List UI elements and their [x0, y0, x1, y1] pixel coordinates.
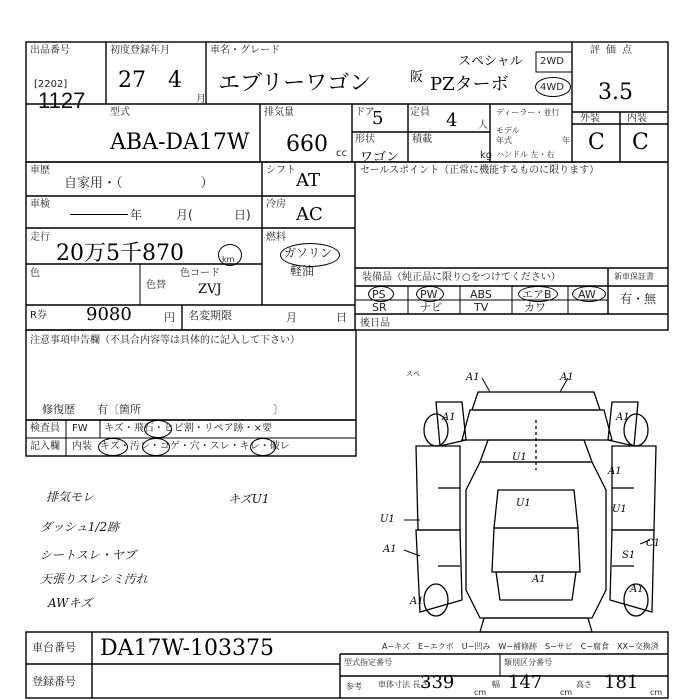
damage-mark-8: A1 — [616, 412, 630, 423]
capacity-unit: 人 — [478, 120, 488, 131]
note-dash: ダッシュ1/2跡 — [40, 520, 120, 534]
width: 147 — [508, 672, 543, 693]
fuel-diesel: 軽油 — [290, 264, 315, 278]
lot-label: 出品番号 — [30, 45, 70, 56]
damage-mark-12: A1 — [410, 596, 424, 607]
doors: 5 — [372, 108, 384, 129]
model-year-unit: 年 — [562, 136, 570, 145]
car-name: エブリーワゴン — [218, 71, 372, 96]
int-dirt-circle — [142, 438, 170, 456]
note-aw: AWキズ — [48, 596, 93, 610]
new-warranty-value: 有・無 — [620, 292, 657, 306]
history-label: 車歴 — [30, 165, 50, 176]
grade-prefix: 阪 — [410, 70, 424, 85]
ac-label: 冷房 — [266, 199, 286, 210]
mileage-value: 20万5千870 — [56, 241, 184, 266]
int-defect-list: キズ・汚レ・コゲ・穴・スレ・キレ・破レ — [100, 441, 290, 452]
reg-month-unit: 月 — [196, 94, 206, 105]
new-warranty-label: 新車保証書 — [614, 272, 654, 281]
note-exhaust: 排気モレ — [46, 490, 95, 504]
damage-mark-11: S1 — [622, 550, 636, 561]
int-scratch-circle — [98, 438, 128, 456]
damage-mark-4: A1 — [383, 544, 397, 555]
first-reg-label: 初度登録年月 — [110, 45, 170, 56]
equip-abs: ABS — [470, 288, 492, 301]
shift-label: シフト — [266, 165, 296, 176]
inspection-dash — [70, 214, 128, 215]
equip-pw: PW — [420, 288, 438, 301]
width-label: 幅 — [492, 680, 500, 689]
name-change-day: 日 — [336, 311, 347, 324]
model: ABA-DA17W — [110, 130, 250, 155]
int-wear-circle — [250, 438, 276, 456]
drive-2wd: 2WD — [540, 56, 564, 67]
grade-extra: スペシャル — [458, 54, 523, 69]
length: 339 — [420, 672, 455, 693]
damage-mark-0: A1 — [466, 372, 480, 383]
width-unit: cm — [560, 688, 573, 697]
height-label: 高さ — [576, 680, 592, 689]
color-change-label: 色替 — [146, 280, 166, 291]
damage-mark-14: C1 — [646, 538, 661, 549]
note-ceiling: 天張りスレシミ汚れ — [40, 572, 148, 586]
note-seat: シートスレ・ヤブ — [40, 548, 136, 562]
ext-stone-circle — [144, 420, 172, 438]
damage-mark-5: A1 — [532, 574, 546, 585]
type-code-label: 型式指定番号 — [344, 658, 392, 667]
disp-unit: cc — [336, 148, 347, 159]
equip-pw-circle — [416, 286, 444, 302]
load-label: 積載 — [412, 134, 432, 145]
height-unit: cm — [650, 688, 663, 697]
after-items-label: 後日品 — [360, 318, 390, 329]
mileage-unit: km — [222, 255, 235, 264]
record-label: 記入欄 — [30, 441, 60, 452]
model-year-label2: 年式 — [496, 136, 512, 145]
reg-month: 4 — [168, 68, 182, 93]
mileage-unit-circle — [218, 244, 242, 266]
grade: PZターボ — [430, 74, 509, 95]
drive-4wd-circle — [535, 77, 571, 97]
ref-label: 参考 — [346, 682, 362, 691]
fw-label: FW — [72, 423, 88, 434]
reg-no-label: 登録番号 — [32, 675, 76, 688]
score-label: 評価点 — [590, 45, 638, 56]
length-unit: cm — [474, 688, 487, 697]
model-year-label: モデル — [496, 126, 520, 135]
inspection-year-unit: 年 — [130, 208, 143, 222]
equip-airbag-circle — [518, 286, 558, 302]
ext-defect-list: キズ・飛石・ヒビ割・リペア跡・×要 — [104, 423, 272, 434]
int-grade: C — [632, 130, 649, 155]
ext-grade: C — [588, 130, 605, 155]
shift: AT — [296, 170, 321, 191]
inspection-label: 車検 — [30, 199, 50, 210]
int-label: 内装 — [627, 113, 647, 124]
displacement: 660 — [286, 132, 328, 157]
capacity-label: 定員 — [410, 107, 430, 118]
mileage-label: 走行 — [30, 232, 50, 243]
damage-mark-9: A1 — [608, 466, 622, 477]
recycle-label: R券 — [30, 310, 47, 321]
reg-year: 27 — [118, 68, 146, 93]
damage-mark-7: A1 — [442, 412, 456, 423]
int-defect-label: 内装 — [72, 441, 92, 452]
equip-aw-circle — [572, 286, 606, 302]
equip-leather: カワ — [524, 301, 546, 314]
load-unit: kg — [480, 150, 493, 161]
equip-navi: ナビ — [420, 301, 442, 314]
height: 181 — [604, 672, 639, 693]
equip-tv: TV — [474, 301, 489, 314]
history-value: 自家用・（ ） — [64, 176, 214, 191]
damage-mark-10: U1 — [612, 504, 627, 515]
damage-mark-6: U1 — [512, 452, 527, 463]
ac: AC — [296, 204, 323, 225]
door-label: ドア — [355, 107, 375, 118]
recycle-unit: 円 — [164, 311, 175, 324]
name-change-label: 名変期限 — [188, 309, 232, 322]
damage-mark-3: U1 — [380, 514, 395, 525]
color-code: ZVJ — [198, 282, 222, 297]
equip-sr: SR — [372, 301, 387, 314]
checker-label: 検査員 — [30, 423, 60, 434]
color-code-label: 色コード — [180, 268, 220, 279]
drive-4wd: 4WD — [540, 82, 564, 93]
equip-aw: AW — [578, 288, 596, 301]
fuel-label: 燃料 — [266, 232, 286, 243]
notes-title: 注意事項申告欄（不具合内容等は具体的に記入して下さい） — [30, 335, 300, 346]
name-grade-label: 車名・グレード — [210, 45, 280, 56]
class-code-label: 類別区分番号 — [504, 658, 552, 667]
capacity: 4 — [446, 110, 458, 131]
lot-code: [2202] — [34, 79, 68, 90]
equip-ps: PS — [372, 288, 386, 301]
inspection-month-unit: 月( — [176, 208, 193, 222]
score: 3.5 — [598, 80, 633, 105]
chassis-label: 車台番号 — [32, 641, 76, 654]
color-label: 色 — [30, 268, 40, 279]
shape-label: 形状 — [355, 134, 375, 145]
diagram-small-label: スペ — [406, 370, 420, 378]
equip-airbag: エアB — [522, 288, 552, 301]
recycle-value: 9080 — [86, 304, 132, 325]
model-label: 型式 — [110, 107, 130, 118]
disp-label: 排気量 — [264, 107, 294, 118]
repair-history: 修復歴 有〔箇所 〕 — [42, 403, 284, 416]
name-change-month: 月 — [286, 311, 297, 324]
handle-label: ハンドル 左・右 — [496, 150, 555, 159]
damage-mark-1: A1 — [560, 372, 574, 383]
equip-label: 装備品（純正品に限り○をつけてください） — [362, 272, 561, 283]
chassis: DA17W-103375 — [100, 636, 274, 661]
fuel-gasoline: ガソリン — [284, 246, 333, 260]
damage-mark-2: U1 — [516, 498, 531, 509]
sales-point-label: セールスポイント（正常に機能するものに限ります） — [360, 165, 600, 176]
equip-ps-circle — [368, 286, 394, 302]
note-side: キズU1 — [228, 492, 270, 506]
ext-label: 外装 — [580, 113, 600, 124]
shape: ワゴン — [360, 150, 400, 165]
inspection-day-unit: 日) — [234, 208, 251, 222]
lot-number: 1127 — [38, 88, 86, 113]
dealer-label: ディーラー・並行 — [496, 108, 560, 117]
length-label: 車体寸法 長さ — [378, 680, 429, 689]
damage-mark-13: A1 — [630, 584, 644, 595]
damage-legend: A−キズ E−エクボ U−凹み W−補修跡 S−サビ C−腐食 XX−交換済 — [382, 642, 659, 651]
